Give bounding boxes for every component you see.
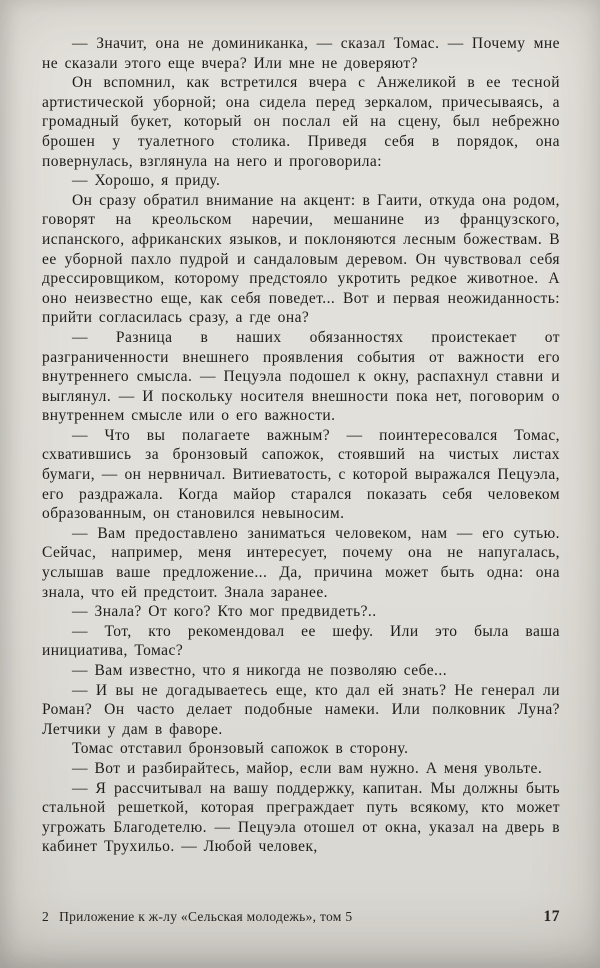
paragraph: — Значит, она не доминиканка, — сказал Томас. — Почему мне не сказали этого еще вчера? Или мне не доверяют? (42, 35, 560, 72)
paragraph: Он сразу обратил внимание на акцент: в Гаити, откуда она родом, говорят на креольском наречии, мешанине из французского, испанского, африканских языков, и поклоняются лесным божествам. В ее уборной пахло пудрой и сандаловым деревом. Он чувствовал себя дрессировщиком, которому предстояло укротить редкое животное. А оно неизвестно еще, как себя поведет... Вот и первая неожиданность: прийти согласилась сразу, а где она? (42, 191, 560, 327)
footer (42, 908, 560, 926)
paragraph: — Вам известно, что я никогда не позволяю себе... (72, 662, 448, 679)
footer-imprint: Приложение к ж-лу «Сельская молодежь», том 5 (59, 909, 353, 924)
paragraph: — Разница в наших обязанностях проистекает от разграниченности внешнего проявления события от важности его внутреннего смысла. — Пецуэла подошел к окну, распахнул ставни и выглянул. — И поскольку носителя внешности пока нет, поговорим о внутреннем смысле или о его важности. (42, 328, 560, 425)
paragraph: — Хорошо, я приду. (72, 172, 221, 190)
footer-imprint-line (42, 909, 352, 925)
paragraph: — Тот, кто рекомендовал ее шефу. Или это была ваша инициатива, Томас? (42, 622, 560, 660)
paragraph: Он вспомнил, как встретился вчера с Анжеликой в ее тесной артистической уборной; она сидела перед зеркалом, причесываясь, а громадный букет, который он послал ей на сцену, был небрежно брошен у туалетного столика. Приведя себя в порядок, она повернулась, взглянула на него и проговорила: (42, 74, 560, 170)
paragraph: — Вот и разбирайтесь, майор, если вам нужно. А меня увольте. (72, 759, 543, 777)
paragraph: — Что вы полагаете важным? — поинтересовался Томас, схватившись за бронзовый сапожок, стоявший на чистых листах бумаги, — он нервничал. Витиеватость, с которой выражался Пецуэла, его раздражала. Когда майор старался показать себя человеком образованным, он становился невыносим. (42, 426, 560, 523)
text-block (42, 34, 560, 857)
paragraph: — И вы не догадываетесь еще, кто дал ей знать? Не генерал ли Роман? Он часто делает подобные намеки. Или полковник Луна? Летчики у дам в фаворе. (42, 681, 560, 738)
page-number: 17 (543, 908, 560, 925)
paragraph: — Знала? От кого? Кто мог предвидеть?.. (72, 603, 377, 621)
footer-signature: 2 (42, 909, 50, 924)
paragraph: — Вам предоставлено заниматься человеком, нам — его сутью. Сейчас, например, меня интересует, почему она не напугалась, услышав ваше предложение... Да, причина может быть одна: она знала, что ей предстоит. Знала заранее. (42, 524, 560, 601)
paragraph: — Я рассчитывал на вашу поддержку, капитан. Мы должны быть стальной решеткой, которая преграждает путь всякому, кто может угрожать Благодетелю. — Пецуэла отошел от окна, указал на дверь в кабинет Трухильо. — Любой человек, (42, 779, 560, 856)
paragraph: Томас отставил бронзовый сапожок в сторону. (72, 740, 409, 758)
